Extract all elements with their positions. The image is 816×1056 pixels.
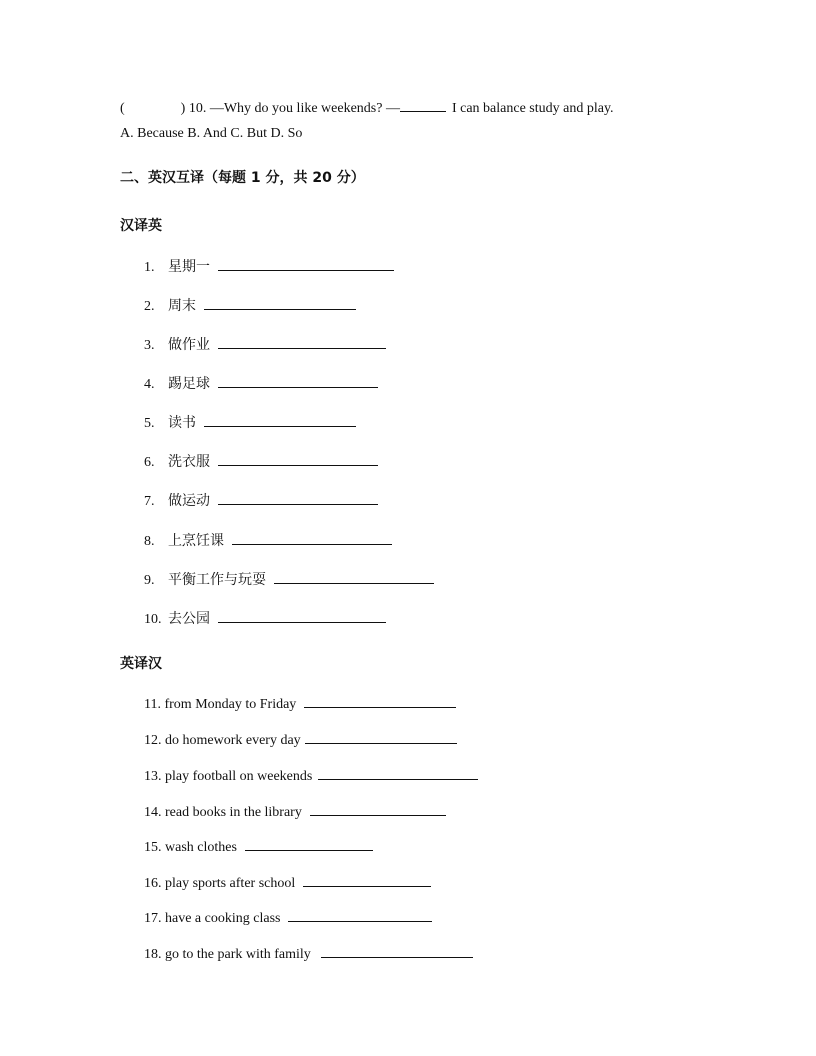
- answer-blank[interactable]: [288, 907, 432, 922]
- answer-blank[interactable]: [303, 872, 431, 887]
- list-item: 9. 平衡工作与玩耍: [144, 569, 434, 590]
- answer-paren-close: ): [180, 101, 186, 116]
- list-item: 1. 星期一: [144, 256, 394, 277]
- answer-blank[interactable]: [204, 412, 356, 427]
- question-10-blank[interactable]: [400, 97, 446, 112]
- question-10: [120, 97, 614, 118]
- list-item: 7. 做运动: [144, 490, 378, 511]
- list-item: 15. wash clothes: [144, 836, 373, 857]
- section-2-title: 二、英汉互译（每题 1 分，共 20 分）: [120, 170, 365, 186]
- en-to-cn-title: 英译汉: [120, 656, 162, 672]
- question-10-options: A. Because B. And C. But D. So: [120, 126, 303, 141]
- list-item: 8. 上烹饪课: [144, 530, 392, 551]
- list-item: 2. 周末: [144, 295, 356, 316]
- list-item: 12. do homework every day: [144, 729, 457, 750]
- answer-paren-open: (: [120, 101, 125, 116]
- answer-blank[interactable]: [304, 693, 456, 708]
- answer-blank[interactable]: [218, 451, 378, 466]
- answer-blank[interactable]: [274, 569, 434, 584]
- answer-blank[interactable]: [218, 373, 378, 388]
- question-10-stem: 10. —Why do you like weekends? —: [188, 101, 400, 116]
- answer-blank[interactable]: [218, 608, 386, 623]
- list-item: 5. 读书: [144, 412, 356, 433]
- list-item: 6. 洗衣服: [144, 451, 378, 472]
- cn-to-en-title: 汉译英: [120, 218, 162, 234]
- answer-blank[interactable]: [321, 943, 473, 958]
- answer-blank[interactable]: [218, 334, 386, 349]
- list-item: 17. have a cooking class: [144, 907, 432, 928]
- answer-blank[interactable]: [318, 765, 478, 780]
- list-item: 13. play football on weekends: [144, 765, 478, 786]
- question-10-stem-end: I can balance study and play.: [451, 101, 614, 116]
- answer-blank[interactable]: [204, 295, 356, 310]
- list-item: 4. 踢足球: [144, 373, 378, 394]
- answer-blank[interactable]: [310, 801, 446, 816]
- answer-blank[interactable]: [305, 729, 457, 744]
- answer-blank[interactable]: [245, 836, 373, 851]
- answer-blank[interactable]: [218, 490, 378, 505]
- answer-blank[interactable]: [218, 256, 394, 271]
- list-item: 16. play sports after school: [144, 872, 431, 893]
- list-item: 14. read books in the library: [144, 801, 446, 822]
- list-item: 18. go to the park with family: [144, 943, 473, 964]
- answer-blank[interactable]: [232, 530, 392, 545]
- list-item: 3. 做作业: [144, 334, 386, 355]
- list-item: 11. from Monday to Friday: [144, 693, 456, 714]
- list-item: 10. 去公园: [144, 608, 386, 629]
